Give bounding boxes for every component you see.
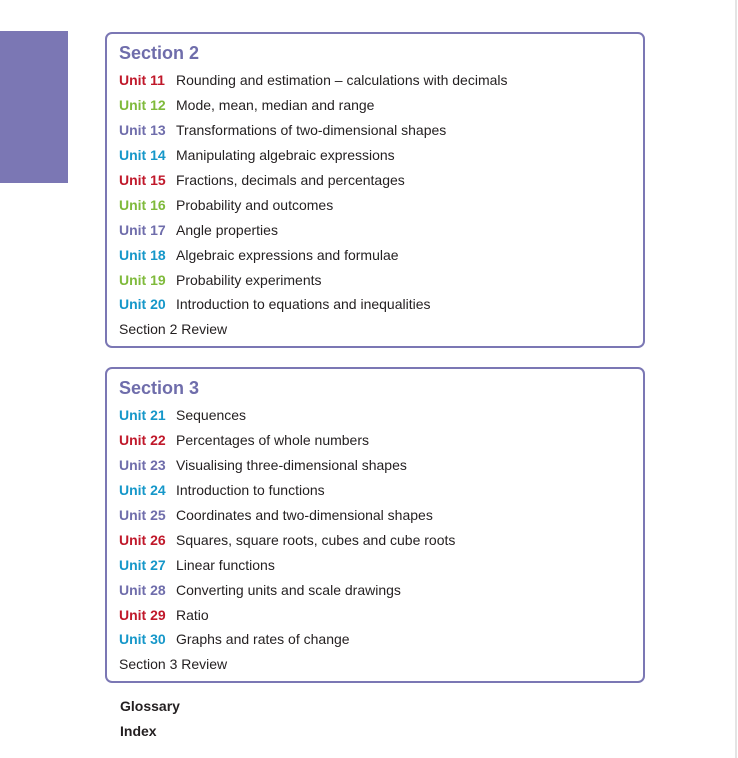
unit-title: Algebraic expressions and formulae	[176, 246, 399, 263]
unit-title: Probability experiments	[176, 271, 322, 288]
unit-title: Graphs and rates of change	[176, 631, 350, 648]
unit-code: Unit 29	[119, 606, 166, 623]
unit-title: Sequences	[176, 407, 247, 424]
unit-code: Unit 18	[119, 246, 166, 263]
unit-row-13[interactable]	[119, 118, 643, 143]
unit-code: Unit 16	[119, 196, 166, 213]
unit-title: Transformations of two-dimensional shapes	[176, 122, 447, 139]
unit-title: Ratio	[176, 606, 209, 623]
unit-row-22[interactable]	[119, 428, 643, 453]
unit-code: Unit 13	[119, 122, 166, 139]
section-title: Section 2	[119, 43, 200, 63]
section-title: Section 3	[119, 378, 200, 398]
unit-code: Unit 17	[119, 221, 166, 238]
unit-title: Converting units and scale drawings	[176, 581, 401, 598]
unit-row-21[interactable]	[119, 403, 643, 428]
unit-code: Unit 15	[119, 172, 166, 188]
unit-row-17[interactable]	[119, 217, 643, 242]
unit-title: Probability and outcomes	[176, 196, 334, 213]
section-3-box	[105, 367, 645, 683]
unit-title: Coordinates and two-dimensional shapes	[176, 507, 433, 523]
unit-row-28[interactable]	[119, 577, 643, 602]
section-review-link[interactable]: Section 2 Review	[119, 321, 228, 338]
section-review-link[interactable]: Section 3 Review	[119, 656, 228, 673]
unit-title: Introduction to equations and inequalities	[176, 296, 431, 313]
unit-code: Unit 27	[119, 556, 166, 573]
unit-row-29[interactable]	[119, 602, 643, 627]
unit-row-20[interactable]	[119, 292, 643, 317]
unit-code: Unit 25	[119, 507, 166, 523]
unit-row-27[interactable]	[119, 552, 643, 577]
unit-title: Visualising three-dimensional shapes	[176, 457, 407, 474]
unit-code: Unit 22	[119, 432, 166, 449]
unit-row-14[interactable]	[119, 143, 643, 168]
unit-code: Unit 14	[119, 147, 166, 164]
unit-code: Unit 19	[119, 271, 166, 288]
unit-row-19[interactable]	[119, 267, 643, 292]
unit-code: Unit 24	[119, 482, 166, 499]
unit-row-11[interactable]	[119, 68, 643, 93]
unit-code: Unit 20	[119, 296, 166, 313]
unit-row-16[interactable]	[119, 192, 643, 217]
unit-row-24[interactable]	[119, 478, 643, 503]
unit-row-30[interactable]	[119, 627, 643, 652]
unit-code: Unit 21	[119, 407, 166, 424]
unit-code: Unit 11	[119, 72, 165, 89]
unit-code: Unit 23	[119, 457, 166, 474]
unit-title: Angle properties	[176, 221, 278, 238]
unit-row-18[interactable]	[119, 242, 643, 267]
unit-row-25[interactable]	[119, 503, 643, 528]
section-2-box	[105, 32, 645, 348]
unit-row-23[interactable]	[119, 453, 643, 478]
section-side-tab	[0, 31, 68, 183]
unit-title: Mode, mean, median and range	[176, 97, 375, 114]
page-edge-rule	[735, 0, 737, 758]
unit-code: Unit 26	[119, 531, 166, 548]
unit-title: Rounding and estimation – calculations with decimals	[176, 72, 508, 89]
glossary-link[interactable]: Glossary	[120, 698, 180, 714]
unit-title: Percentages of whole numbers	[176, 432, 369, 449]
unit-title: Linear functions	[176, 556, 275, 573]
unit-title: Fractions, decimals and percentages	[176, 172, 405, 188]
index-link[interactable]: Index	[120, 723, 157, 739]
unit-row-15[interactable]	[119, 168, 643, 193]
unit-code: Unit 28	[119, 581, 166, 598]
unit-code: Unit 30	[119, 631, 166, 648]
unit-title: Introduction to functions	[176, 482, 325, 499]
unit-code: Unit 12	[119, 97, 166, 114]
unit-row-12[interactable]	[119, 93, 643, 118]
unit-title: Manipulating algebraic expressions	[176, 147, 395, 164]
unit-row-26[interactable]	[119, 527, 643, 552]
unit-title: Squares, square roots, cubes and cube roots	[176, 531, 456, 548]
